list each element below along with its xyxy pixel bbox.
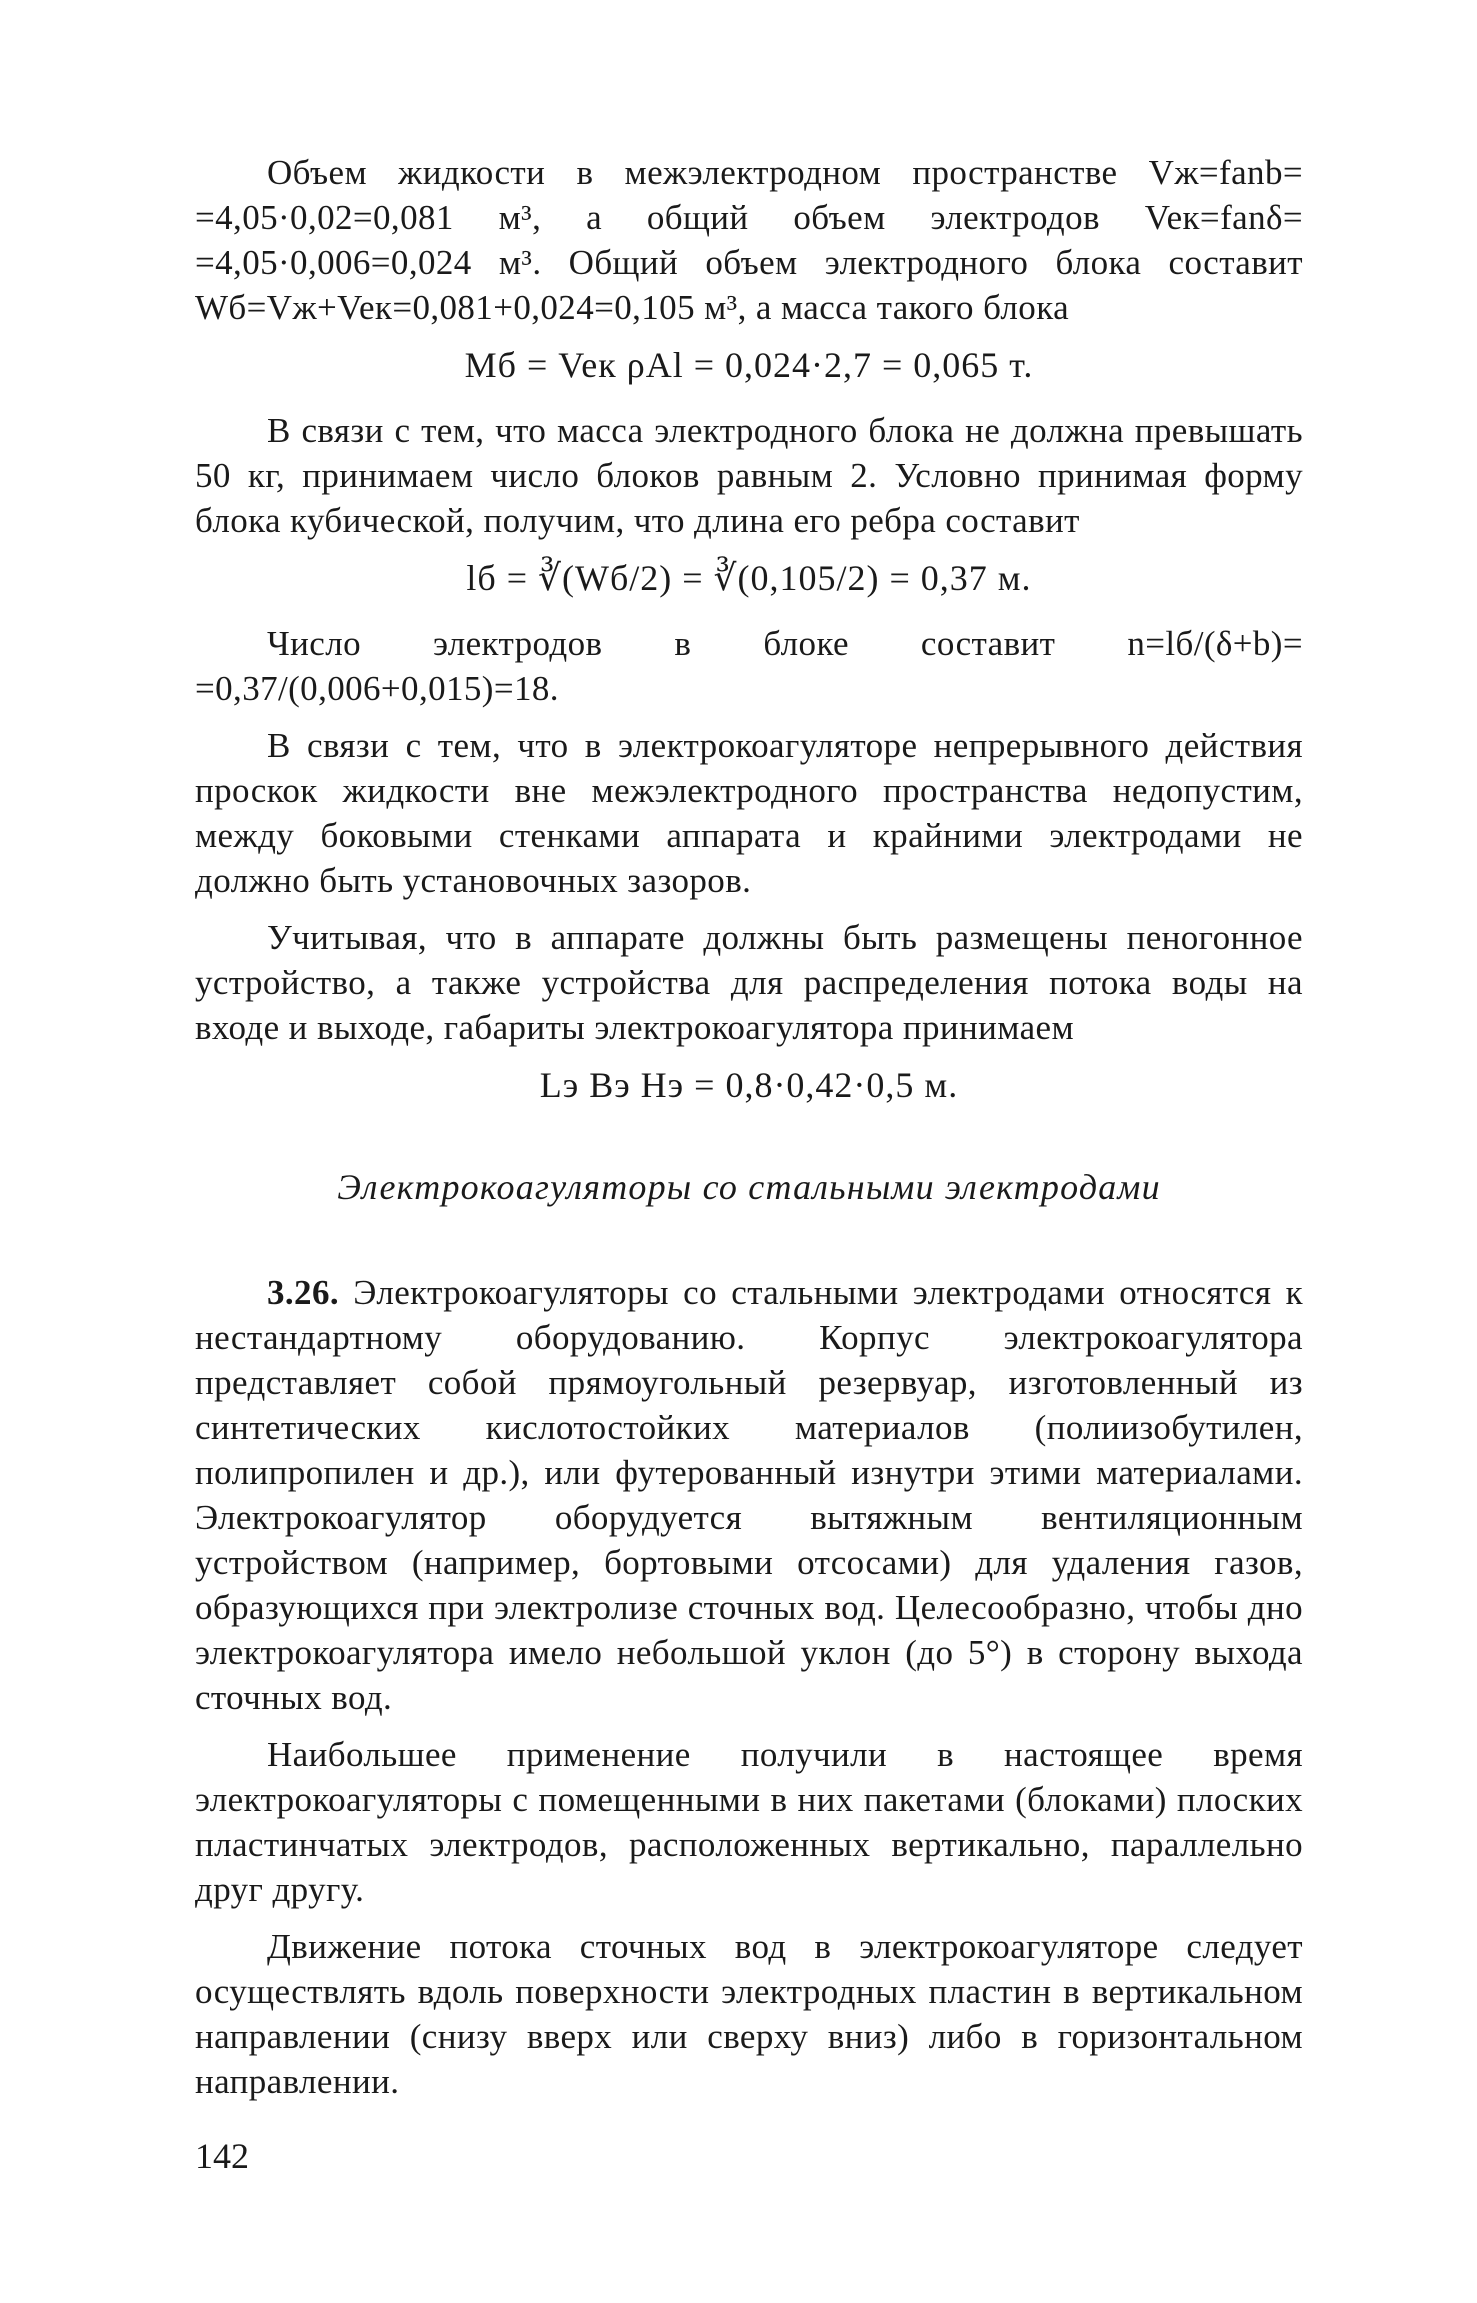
page-number: 142 xyxy=(195,2136,249,2176)
paragraph-block-count: В связи с тем, что масса электродного блока не должна превышать 50 кг, принимаем число блоков равным 2. Условно принимая форму блока кубической, получим, что длина его ребра составит xyxy=(195,411,1303,540)
formula-edge-length: lб = ∛(Wб/2) = ∛(0,105/2) = 0,37 м. xyxy=(466,558,1032,598)
paragraph-application: Наибольшее применение получили в настоящее время электрокоагуляторы с помещенными в них пакетами (блоками) плоских пластинчатых электродов, расположенных вертикально, параллельно друг другу. xyxy=(195,1735,1303,1909)
section-title: Электрокоагуляторы со стальными электродами xyxy=(337,1167,1161,1207)
paragraph-3-26 xyxy=(195,1270,1303,1720)
paragraph-liquid-volume: Объем жидкости в межэлектродном пространстве Vж=fаnb= =4,05·0,02=0,081 м³, а общий объем электродов Veк=fаnδ= =4,05·0,006=0,024 м³. Общий объем электродного блока составит Wб=Vж+Veк=0,081+0,024=0,105 м³, а масса такого блока xyxy=(195,153,1303,327)
paragraph-flow-direction: Движение потока сточных вод в электрокоагуляторе следует осуществлять вдоль поверхности электродных пластин в вертикальном направлении (снизу вверх или сверху вниз) либо в горизонтальном направлении. xyxy=(195,1927,1303,2101)
formula-block-mass: Mб = Veк ρAl = 0,024·2,7 = 0,065 т. xyxy=(464,345,1034,385)
paragraph-number: 3.26. xyxy=(267,1273,339,1312)
paragraph-3-26-text: Электрокоагуляторы со стальными электродами относятся к нестандартному оборудованию. Корпус электрокоагулятора представляет собой прямоугольный резервуар, изготовленный из синтетических кислотостойких материалов (полиизобутилен, полипропилен и др.), или футерованный изнутри этими материалами. Электрокоагулятор оборудуется вытяжным вентиляционным устройством (например, бортовыми отсосами) для удаления газов, образующихся при электролизе сточных вод. Целесообразно, чтобы дно электрокоагулятора имело небольшой уклон (до 5°) в сторону выхода сточных вод. xyxy=(195,1273,1304,1717)
paragraph-no-gaps: В связи с тем, что в электрокоагуляторе непрерывного действия проскок жидкости вне межэлектродного пространства недопустим, между боковыми стенками аппарата и крайними электродами не должно быть установочных зазоров. xyxy=(195,726,1303,900)
paragraph-dimensions-intro: Учитывая, что в аппарате должны быть размещены пеногонное устройство, а также устройства для распределения потока воды на входе и выходе, габариты электрокоагулятора принимаем xyxy=(195,918,1303,1047)
paragraph-electrode-count: Число электродов в блоке составит n=lб/(δ+b)= =0,37/(0,006+0,015)=18. xyxy=(195,624,1303,708)
page-body xyxy=(195,150,1303,2116)
formula-dimensions: Lэ Bэ Hэ = 0,8·0,42·0,5 м. xyxy=(539,1065,959,1105)
